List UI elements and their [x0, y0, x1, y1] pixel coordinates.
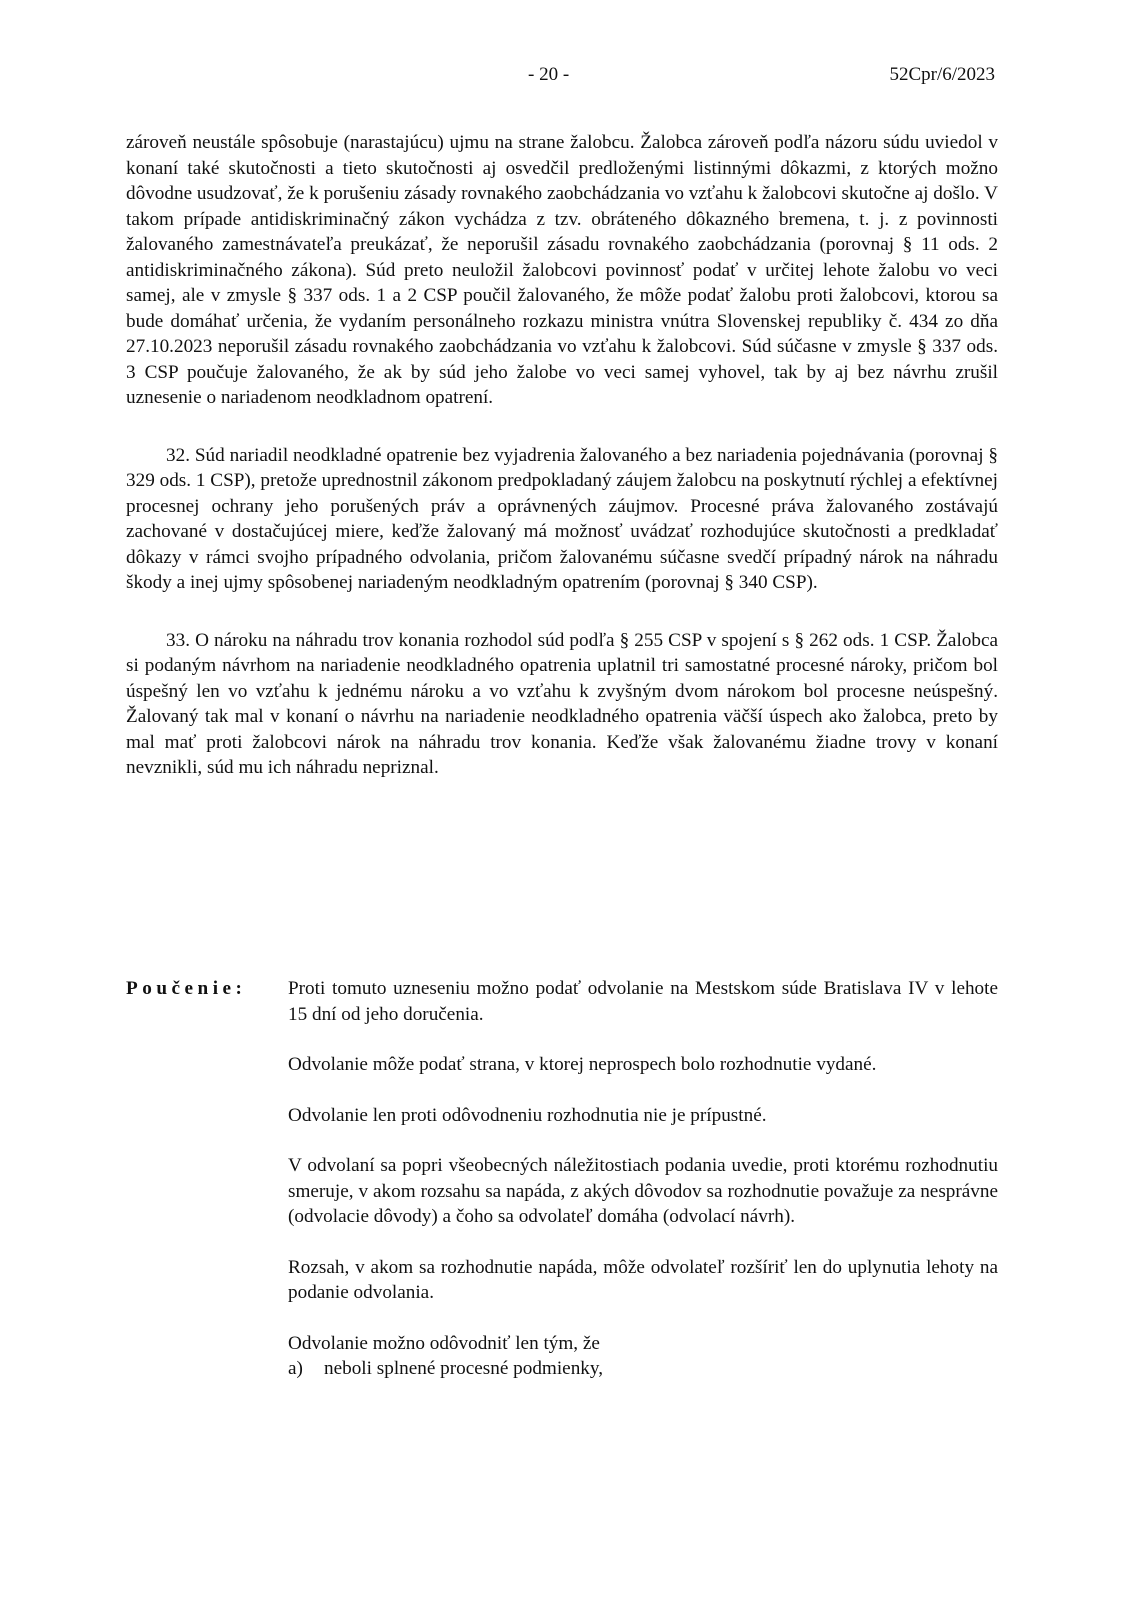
case-number: 52Cpr/6/2023: [889, 64, 995, 85]
reasoning-text: [126, 130, 998, 781]
appeal-instruction: [126, 976, 998, 1382]
paragraph-32: 32. Súd nariadil neodkladné opatrenie bez vyjadrenia žalovaného a bez nariadenia pojednávania (porovnaj § 329 ods. 1 CSP), pretože uprednostnil zákonom predpokladaný záujem žalobcu na poskytnutí rýchlej a efektívnej procesnej ochrany jeho porušených práv a oprávnených záujmov. Procesné práva žalovaného zostávajú zachované v dostačujúcej miere, keďže žalovaný má možnosť uvádzať rozhodujúce skutočnosti a predkladať dôkazy v rámci svojho prípadného odvolania, pričom žalovanému súčasne svedčí prípadný nárok na náhradu škody a inej ujmy spôsobenej nariadeným neodkladným opatrením (porovnaj § 340 CSP).: [126, 444, 998, 593]
paragraph-33: 33. O nároku na náhradu trov konania rozhodol súd podľa § 255 CSP v spojení s § 262 ods. 1 CSP. Žalobca si podaným návrhom na nariadenie neodkladného opatrenia uplatnil tri samostatné procesné nároky, pričom bol úspešný len vo vzťahu k jednému nároku a vo vzťahu k zvyšným dvom nárokom bol procesne neúspešný. Žalovaný tak mal v konaní o návrhu na nariadenie neodkladného opatrenia väčší úspech ako žalobca, preto by mal mať proti žalobcovi nárok na náhradu trov konania. Keďže však žalovanému žiadne trovy v konaní nevznikli, súd mu ich náhradu nepriznal.: [126, 629, 998, 778]
instruction-item-scope-extension: Rozsah, v akom sa rozhodnutie napáda, môže odvolateľ rozšíriť len do uplynutia lehoty na podanie odvolania.: [288, 1256, 998, 1303]
instruction-item-appeal-contents: V odvolaní sa popri všeobecných náležitostiach podania uvedie, proti ktorému rozhodnutiu smeruje, v akom rozsahu sa napáda, z akých dôvodov sa rozhodnutie považuje za nesprávne (odvolacie dôvody) a čoho sa odvolateľ domáha (odvolací návrh).: [288, 1155, 998, 1227]
instruction-item-reasoning-only: Odvolanie len proti odôvodneniu rozhodnutia nie je prípustné.: [288, 1104, 767, 1126]
instruction-content: [288, 976, 998, 1382]
instruction-item-appeal-deadline: Proti tomuto uzneseniu možno podať odvolanie na Mestskom súde Bratislava IV v lehote 15 dní od jeho doručenia.: [288, 978, 998, 1025]
instruction-item-who-may-appeal: Odvolanie môže podať strana, v ktorej neprospech bolo rozhodnutie vydané.: [288, 1054, 877, 1075]
list-item-text: neboli splnené procesné podmienky,: [324, 1358, 604, 1379]
list-marker: a): [288, 1358, 303, 1379]
paragraph-continuation: zároveň neustále spôsobuje (narastajúcu) ujmu na strane žalobcu. Žalobca zároveň podľa názoru súdu uviedol v konaní také skutočnosti a tieto skutočnosti aj osvedčil predloženými listinnými dôkazmi, z ktorých možno dôvodne usudzovať, že k porušeniu zásady rovnakého zaobchádzania vo vzťahu k žalobcovi skutočne aj došlo. V takom prípade antidiskriminačný zákon vychádza z tzv. obráteného dôkazného bremena, t. j. z povinnosti žalovaného zamestnávateľa preukázať, že neporušil zásadu rovnakého zaobchádzania (porovnaj § 11 ods. 2 antidiskriminačného zákona). Súd preto neuložil žalobcovi povinnosť podať v určitej lehote žalobu vo veci samej, ale v zmysle § 337 ods. 1 a 2 CSP poučil žalovaného, že môže podať žalobu proti žalobcovi, ktorou sa bude domáhať určenia, že vydaním personálneho rozkazu ministra vnútra Slovenskej republiky č. 434 zo dňa 27.10.2023 neporušil zásadu rovnakého zaobchádzania vo vzťahu k žalobcovi. Súd súčasne v zmysle § 337 ods. 3 CSP poučuje žalovaného, že ak by súd jeho žalobe vo veci samej vyhovel, tak by aj bez návrhu zrušil uznesenie o nariadenom neodkladnom opatrení.: [126, 132, 998, 408]
instruction-label: Poučenie:: [126, 978, 247, 999]
grounds-list-item: [288, 1356, 998, 1382]
page-number: - 20 -: [528, 64, 570, 85]
instruction-item-grounds-intro: Odvolanie možno odôvodniť len tým, že: [288, 1332, 600, 1354]
